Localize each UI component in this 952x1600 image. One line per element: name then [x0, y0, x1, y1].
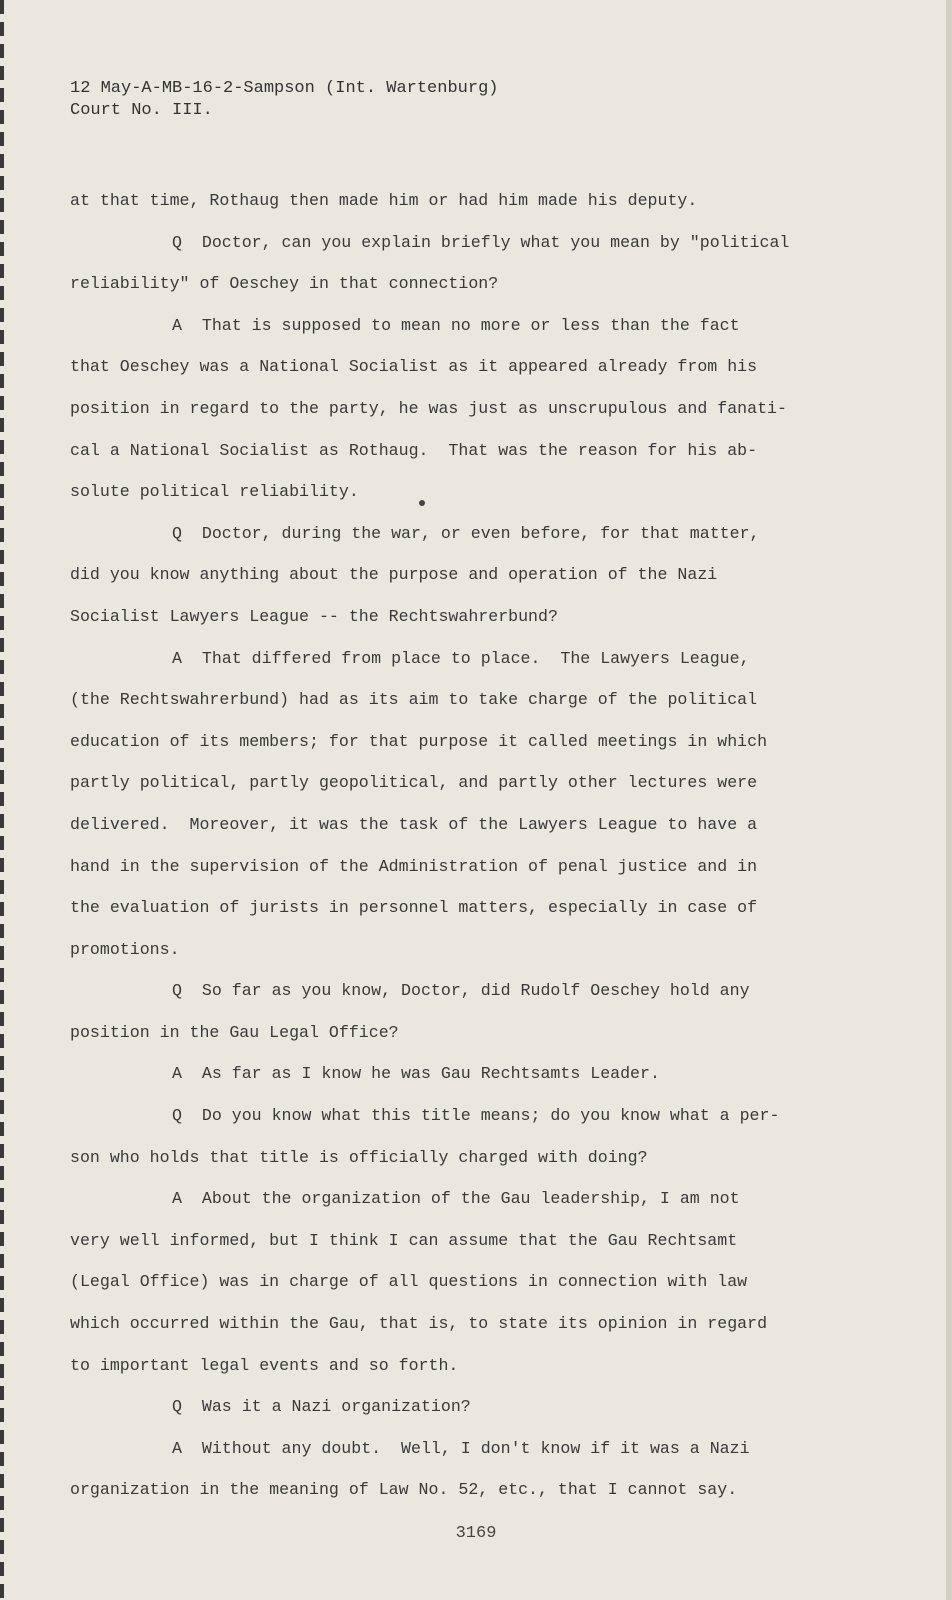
- transcript-line: Q Doctor, during the war, or even before, for that matter,: [172, 523, 760, 543]
- transcript-line: organization in the meaning of Law No. 52, etc., that I cannot say.: [70, 1480, 738, 1500]
- transcript-line: which occurred within the Gau, that is, to state its opinion in regard: [70, 1314, 768, 1334]
- transcript-line: solute political reliability.: [70, 482, 359, 502]
- transcript-line: position in the Gau Legal Office?: [70, 1022, 399, 1042]
- transcript-line: the evaluation of jurists in personnel matters, especially in case of: [70, 898, 758, 918]
- transcript-line: cal a National Socialist as Rothaug. That was the reason for his ab-: [70, 440, 758, 460]
- transcript-body: [70, 180, 830, 1511]
- transcript-line: A About the organization of the Gau leadership, I am not: [172, 1189, 740, 1209]
- transcript-line: at that time, Rothaug then made him or had him made his deputy.: [70, 191, 698, 210]
- transcript-line: Q Do you know what this title means; do you know what a per-: [172, 1106, 780, 1126]
- transcript-line: Q Doctor, can you explain briefly what you mean by "political: [172, 232, 790, 252]
- transcript-line: A As far as I know he was Gau Rechtsamts Leader.: [172, 1064, 660, 1084]
- page-number: 3169: [455, 1524, 497, 1543]
- document-header: [70, 78, 498, 122]
- transcript-line: position in regard to the party, he was just as unscrupulous and fanati-: [70, 398, 787, 418]
- transcript-line: son who holds that title is officially charged with doing?: [70, 1147, 648, 1167]
- transcript-line: reliability" of Oeschey in that connection?: [70, 274, 499, 294]
- transcript-line: Q Was it a Nazi organization?: [172, 1397, 471, 1417]
- transcript-line: very well informed, but I think I can assume that the Gau Rechtsamt: [70, 1230, 738, 1250]
- transcript-line: that Oeschey was a National Socialist as it appeared already from his: [70, 357, 758, 377]
- transcript-line: did you know anything about the purpose and operation of the Nazi: [70, 565, 718, 585]
- transcript-line: delivered. Moreover, it was the task of the Lawyers League to have a: [70, 814, 758, 834]
- transcript-line: education of its members; for that purpose it called meetings in which: [70, 731, 768, 751]
- transcript-line: (the Rechtswahrerbund) had as its aim to take charge of the political: [70, 690, 758, 710]
- transcript-line: A That is supposed to mean no more or less than the fact: [172, 315, 740, 335]
- transcript-line: A Without any doubt. Well, I don't know if it was a Nazi: [172, 1438, 750, 1458]
- transcript-line: Socialist Lawyers League -- the Rechtswahrerbund?: [70, 606, 558, 626]
- transcript-line: (Legal Office) was in charge of all questions in connection with law: [70, 1272, 748, 1292]
- transcript-line: hand in the supervision of the Administration of penal justice and in: [70, 856, 758, 876]
- transcript-line: Q So far as you know, Doctor, did Rudolf Oeschey hold any: [172, 981, 750, 1001]
- header-line-2: Court No. III.: [70, 101, 213, 120]
- transcript-line: A That differed from place to place. The Lawyers League,: [172, 648, 750, 668]
- transcript-line: promotions.: [70, 939, 180, 959]
- transcript-line: partly political, partly geopolitical, and partly other lectures were: [70, 773, 758, 793]
- transcript-line: to important legal events and so forth.: [70, 1355, 459, 1375]
- header-line-1: 12 May-A-MB-16-2-Sampson (Int. Wartenburg): [70, 79, 499, 98]
